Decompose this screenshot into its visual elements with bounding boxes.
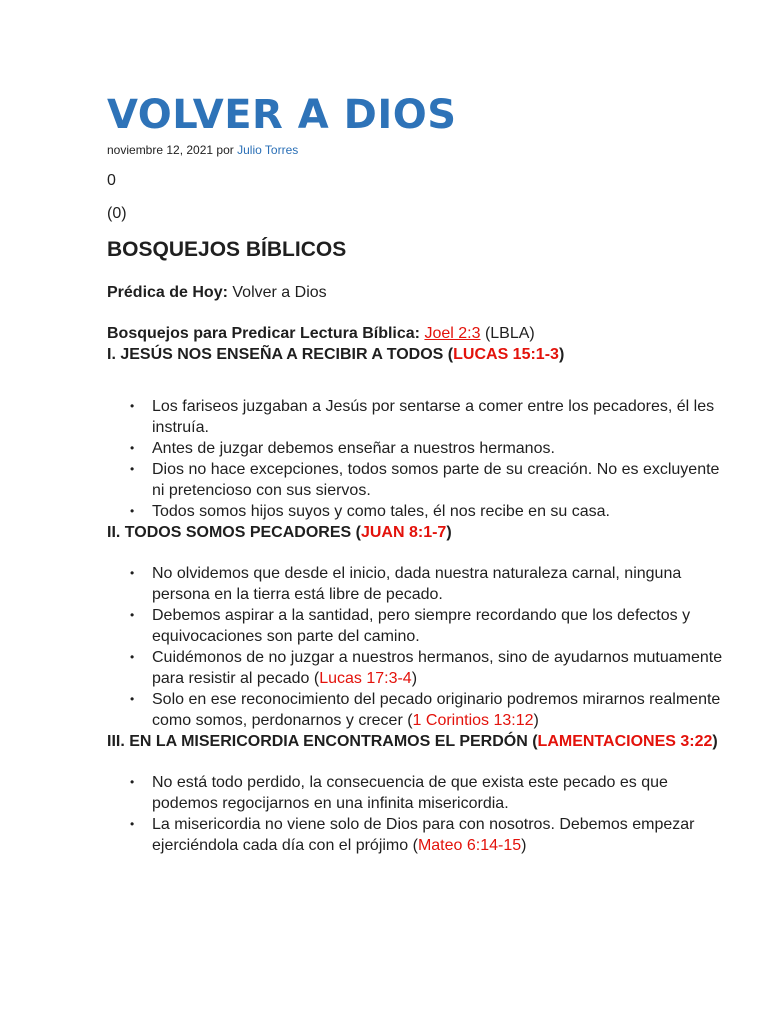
list-item: • Debemos aspirar a la santidad, pero siempre recordando que los defectos y equivocaciones son parte del camino. bbox=[152, 605, 727, 647]
point-scripture-link[interactable]: LAMENTACIONES 3:22 bbox=[537, 733, 713, 750]
point-heading-text: III. EN LA MISERICORDIA ENCONTRAMOS EL PERDÓN ( bbox=[107, 733, 538, 750]
list-item-close: ) bbox=[411, 670, 418, 687]
point-scripture-link[interactable]: LUCAS 15:1-3 bbox=[453, 346, 559, 363]
predica-label: Prédica de Hoy: bbox=[107, 284, 228, 301]
point-heading bbox=[107, 522, 727, 543]
predica-line bbox=[107, 282, 727, 303]
bullet-list bbox=[107, 396, 727, 522]
list-item-close: ) bbox=[533, 712, 539, 729]
predica-text: Volver a Dios bbox=[232, 284, 327, 301]
point-heading bbox=[107, 344, 727, 365]
list-item-text: La misericordia no viene solo de Dios para con nosotros. Debemos empezar ejerciéndola cada día con el prójimo ( bbox=[152, 816, 695, 854]
point-heading-text: I. JESÚS NOS ENSEÑA A RECIBIR A TODOS ( bbox=[107, 346, 454, 363]
list-item bbox=[152, 814, 727, 856]
bible-version: (LBLA) bbox=[484, 325, 535, 342]
post-by: por bbox=[216, 143, 234, 157]
rating-count: (0) bbox=[107, 205, 127, 222]
point-heading-close: ) bbox=[558, 346, 565, 363]
list-item-close: ) bbox=[521, 837, 527, 854]
list-item bbox=[152, 689, 727, 731]
page-title: VOLVER A DIOS bbox=[107, 92, 457, 138]
list-item: • No olvidemos que desde el inicio, dada nuestra naturaleza carnal, ninguna persona en la tierra está libre de pecado. bbox=[152, 563, 727, 605]
list-item: • Todos somos hijos suyos y como tales, él nos recibe en su casa. bbox=[152, 501, 727, 522]
list-item: • Dios no hace excepciones, todos somos parte de su creación. No es excluyente ni pretencioso con sus siervos. bbox=[152, 459, 727, 501]
section-heading: BOSQUEJOS BÍBLICOS bbox=[107, 238, 347, 261]
author-link[interactable]: Julio Torres bbox=[237, 143, 299, 157]
list-item-text: Cuidémonos de no juzgar a nuestros hermanos, sino de ayudarnos mutuamente para resistir al pecado ( bbox=[152, 649, 723, 687]
point-heading-text: II. TODOS SOMOS PECADORES ( bbox=[107, 524, 361, 541]
scripture-link[interactable]: 1 Corintios 13:12 bbox=[412, 712, 534, 729]
point-heading-close: ) bbox=[712, 733, 718, 750]
bosquejos-label: Bosquejos para Predicar Lectura Bíblica: bbox=[107, 325, 420, 342]
point-scripture-link[interactable]: JUAN 8:1-7 bbox=[360, 524, 447, 541]
point-heading bbox=[107, 731, 727, 752]
rating-value: 0 bbox=[107, 172, 116, 189]
scripture-link[interactable]: Mateo 6:14-15 bbox=[417, 837, 522, 854]
article bbox=[107, 88, 727, 856]
bosquejos-line bbox=[107, 323, 727, 344]
list-item: • Antes de juzgar debemos enseñar a nuestros hermanos. bbox=[152, 438, 727, 459]
list-item: • No está todo perdido, la consecuencia de que exista este pecado es que podemos regocijarnos en una infinita misericordia. bbox=[152, 772, 727, 814]
list-item-text: Solo en ese reconocimiento del pecado originario podremos mirarnos realmente como somos, perdonarnos y crecer ( bbox=[152, 691, 721, 729]
post-meta bbox=[107, 142, 727, 158]
bullet-list bbox=[107, 772, 727, 856]
list-item bbox=[152, 647, 727, 689]
point-heading-close: ) bbox=[446, 524, 452, 541]
post-date: noviembre 12, 2021 bbox=[107, 143, 214, 157]
scripture-link[interactable]: Lucas 17:3-4 bbox=[319, 670, 412, 687]
scripture-link[interactable]: Joel 2:3 bbox=[424, 325, 481, 342]
bullet-list bbox=[107, 563, 727, 731]
list-item: • Los fariseos juzgaban a Jesús por sentarse a comer entre los pecadores, él les instruía. bbox=[152, 396, 727, 438]
